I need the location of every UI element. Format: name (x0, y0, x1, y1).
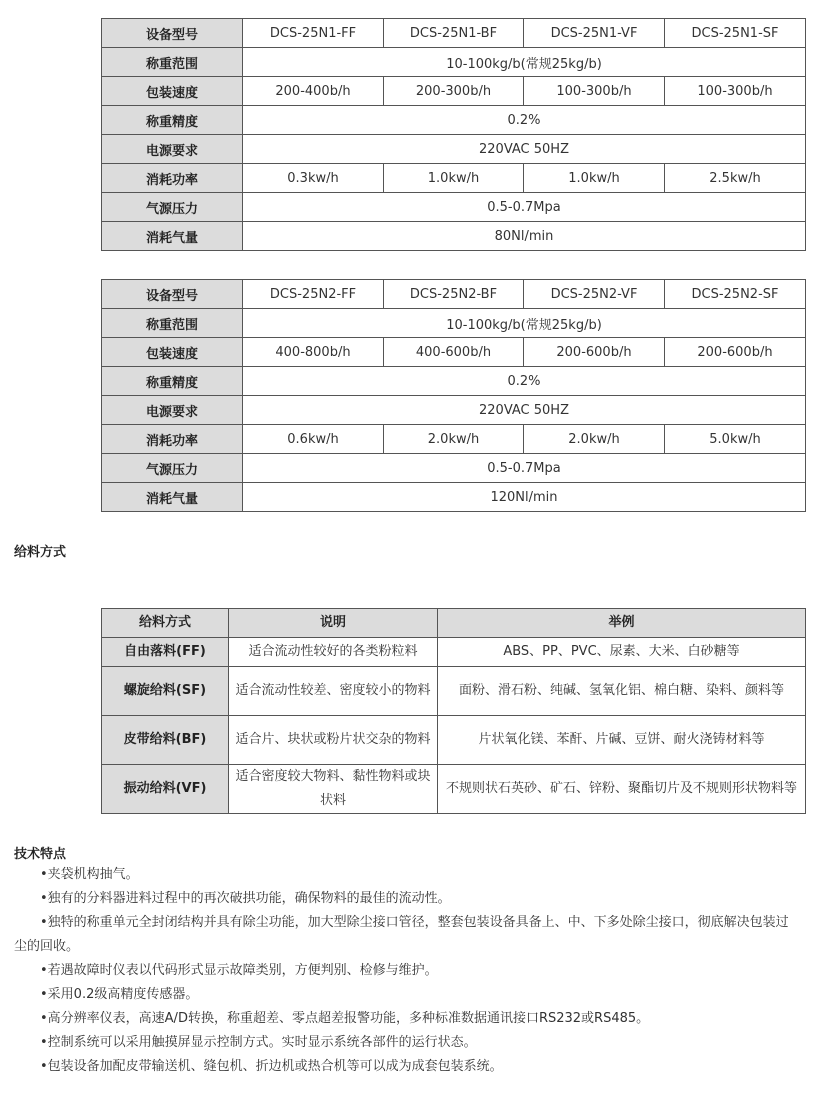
table-row (102, 309, 806, 338)
spec-value: DCS-25N2-FF (243, 280, 384, 309)
spec-value: DCS-25N1-SF (665, 19, 806, 48)
table-row (102, 367, 806, 396)
table-row (102, 222, 806, 251)
feed-method-name: 振动给料(VF) (102, 765, 229, 814)
tech-section-title: 技术特点 (14, 847, 67, 862)
table-row (102, 106, 806, 135)
table-row (102, 667, 806, 716)
feed-method-example: 片状氧化镁、苯酐、片碱、豆饼、耐火浇铸材料等 (438, 716, 806, 765)
spec-value: 0.2% (243, 367, 806, 396)
list-item: •独特的称重单元全封闭结构并具有除尘功能，加大型除尘接口管径，整套包装设备具备上、中、下多处除尘接口，彻底解决包装过 (40, 915, 789, 930)
spec-value: DCS-25N2-SF (665, 280, 806, 309)
list-item-continuation: 尘的回收。 (14, 939, 80, 954)
table-row (102, 77, 806, 106)
spec-table-n2 (101, 279, 806, 512)
table-row (102, 425, 806, 454)
spec-value: 220VAC 50HZ (243, 135, 806, 164)
spec-value: 80Nl/min (243, 222, 806, 251)
spec-value: 10-100kg/b(常规25kg/b) (243, 309, 806, 338)
feed-method-desc: 适合流动性较差、密度较小的物料 (229, 667, 438, 716)
list-item: •若遇故障时仪表以代码形式显示故障类别，方便判别、检修与维护。 (40, 963, 438, 978)
spec-value: 5.0kw/h (665, 425, 806, 454)
list-item: •夹袋机构抽气。 (40, 867, 139, 882)
table-row (102, 193, 806, 222)
feed-method-desc: 适合流动性较好的各类粉粒料 (229, 638, 438, 667)
spec-label: 称重范围 (102, 309, 243, 338)
feed-section-title: 给料方式 (14, 545, 67, 560)
spec-value: 10-100kg/b(常规25kg/b) (243, 48, 806, 77)
feed-method-name: 螺旋给料(SF) (102, 667, 229, 716)
spec-label: 包装速度 (102, 77, 243, 106)
tech-feature-list (0, 863, 833, 1079)
spec-value: 200-400b/h (243, 77, 384, 106)
spec-value: DCS-25N1-FF (243, 19, 384, 48)
spec-value: 200-300b/h (384, 77, 524, 106)
feed-method-name: 自由落料(FF) (102, 638, 229, 667)
spec-label: 称重精度 (102, 106, 243, 135)
spec-value: 0.3kw/h (243, 164, 384, 193)
spec-label: 称重精度 (102, 367, 243, 396)
feed-header-example: 举例 (438, 609, 806, 638)
spec-label: 电源要求 (102, 396, 243, 425)
table-row (102, 164, 806, 193)
spec-label: 包装速度 (102, 338, 243, 367)
table-row (102, 280, 806, 309)
spec-value: 2.0kw/h (524, 425, 665, 454)
spec-label: 消耗功率 (102, 164, 243, 193)
table-row (102, 716, 806, 765)
list-item: •控制系统可以采用触摸屏显示控制方式。实时显示系统各部件的运行状态。 (40, 1035, 477, 1050)
spec-label: 气源压力 (102, 193, 243, 222)
spec-value: 1.0kw/h (384, 164, 524, 193)
table-row (102, 765, 806, 814)
feed-method-desc: 适合片、块状或粉片状交杂的物料 (229, 716, 438, 765)
spec-label: 消耗功率 (102, 425, 243, 454)
spec-value: DCS-25N2-BF (384, 280, 524, 309)
feed-header-row (102, 609, 806, 638)
spec-value: 1.0kw/h (524, 164, 665, 193)
table-row (102, 19, 806, 48)
spec-value: 400-600b/h (384, 338, 524, 367)
table-row (102, 454, 806, 483)
spec-value: 400-800b/h (243, 338, 384, 367)
spec-value: 200-600b/h (665, 338, 806, 367)
spec-label: 设备型号 (102, 280, 243, 309)
feed-header-method: 给料方式 (102, 609, 229, 638)
feed-header-desc: 说明 (229, 609, 438, 638)
feed-method-desc: 适合密度较大物料、黏性物料或块状料 (229, 765, 438, 814)
table-row (102, 48, 806, 77)
table-row (102, 638, 806, 667)
spec-value: 100-300b/h (524, 77, 665, 106)
table-row (102, 396, 806, 425)
spec-table-n1 (101, 18, 806, 251)
feed-method-example: 面粉、滑石粉、纯碱、氢氧化铝、棉白糖、染料、颜料等 (438, 667, 806, 716)
feed-method-table (101, 608, 806, 814)
list-item: •高分辨率仪表，高速A/D转换，称重超差、零点超差报警功能，多种标准数据通讯接口RS232或RS485。 (40, 1011, 650, 1026)
feed-method-name: 皮带给料(BF) (102, 716, 229, 765)
spec-label: 电源要求 (102, 135, 243, 164)
spec-label: 设备型号 (102, 19, 243, 48)
spec-value: DCS-25N1-BF (384, 19, 524, 48)
spec-value: 2.0kw/h (384, 425, 524, 454)
spec-value: 2.5kw/h (665, 164, 806, 193)
spec-label: 消耗气量 (102, 483, 243, 512)
spec-value: 0.5-0.7Mpa (243, 193, 806, 222)
spec-value: 100-300b/h (665, 77, 806, 106)
feed-method-example: ABS、PP、PVC、尿素、大米、白砂糖等 (438, 638, 806, 667)
spec-value: DCS-25N2-VF (524, 280, 665, 309)
table-row (102, 135, 806, 164)
spec-value: 120Nl/min (243, 483, 806, 512)
table-row (102, 483, 806, 512)
spec-value: 0.5-0.7Mpa (243, 454, 806, 483)
spec-value: 220VAC 50HZ (243, 396, 806, 425)
list-item: •包装设备加配皮带输送机、缝包机、折边机或热合机等可以成为成套包装系统。 (40, 1059, 503, 1074)
spec-value: 0.2% (243, 106, 806, 135)
list-item: •独有的分料器进料过程中的再次破拱功能，确保物料的最佳的流动性。 (40, 891, 451, 906)
spec-label: 气源压力 (102, 454, 243, 483)
feed-method-example: 不规则状石英砂、矿石、锌粉、聚酯切片及不规则形状物料等 (438, 765, 806, 814)
spec-label: 消耗气量 (102, 222, 243, 251)
spec-value: 0.6kw/h (243, 425, 384, 454)
spec-label: 称重范围 (102, 48, 243, 77)
list-item: •采用0.2级高精度传感器。 (40, 987, 199, 1002)
table-row (102, 338, 806, 367)
spec-value: DCS-25N1-VF (524, 19, 665, 48)
spec-value: 200-600b/h (524, 338, 665, 367)
